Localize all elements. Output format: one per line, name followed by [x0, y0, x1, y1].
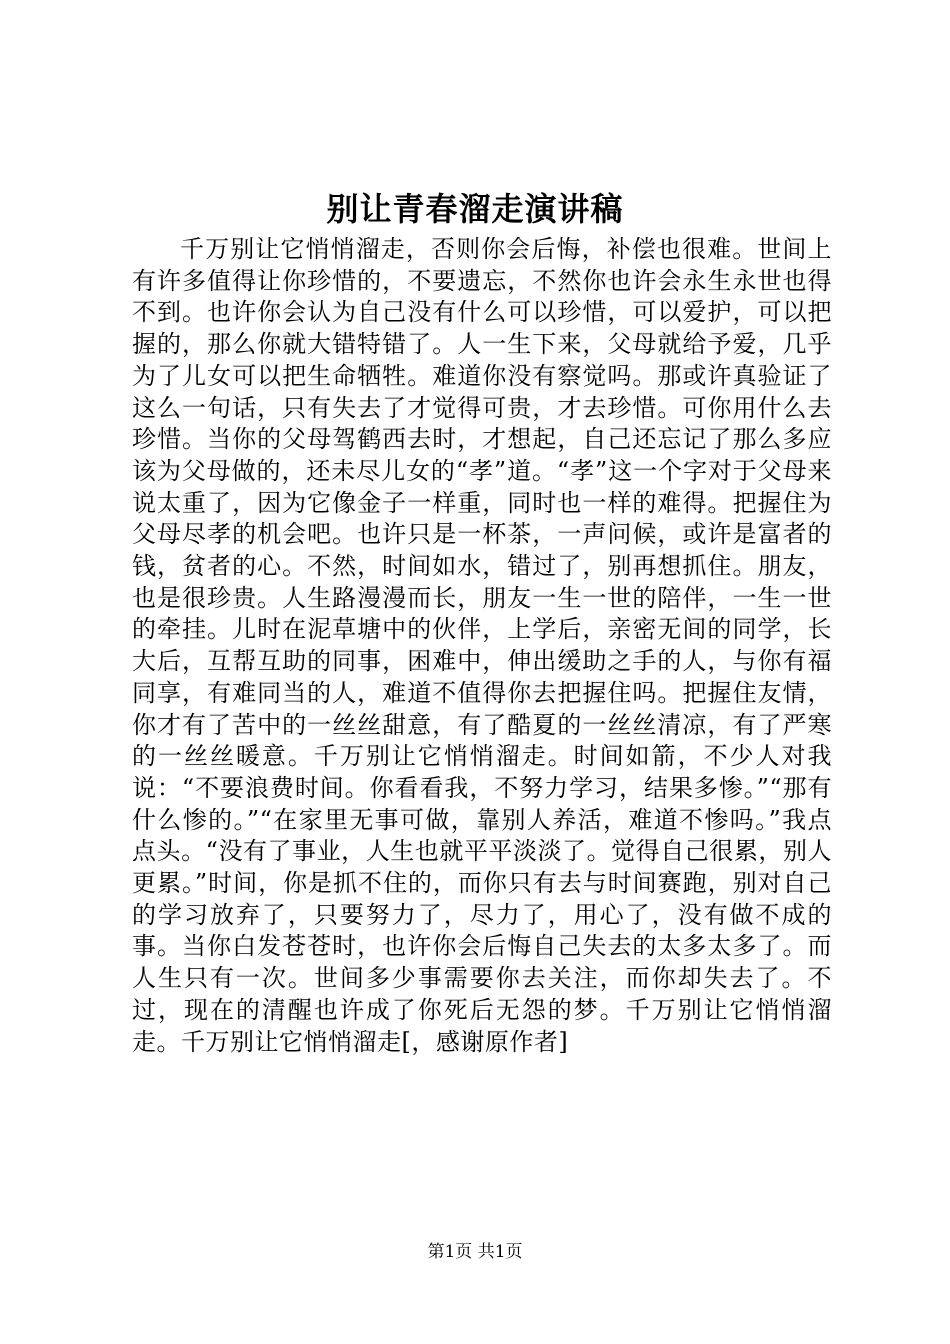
document-body: 千万别让它悄悄溜走，否则你会后悔，补偿也很难。世间上有许多值得让你珍惜的，不要遗忘，不然你也许会永生永世也得不到。也许你会认为自己没有什么可以珍惜，可以爱护，可以把握的，那么你就大错特错了。人一生下来，父母就给予爱，几乎为了儿女可以把生命牺牲。难道你没有察觉吗。那或许真验证了这么一句话，只有失去了才觉得可贵，才去珍惜。可你用什么去珍惜。当你的父母驾鹤西去时，才想起，自己还忘记了那么多应该为父母做的，还未尽儿女的“孝”道。“孝”这一个字对于父母来说太重了，因为它像金子一样重，同时也一样的难得。把握住为父母尽孝的机会吧。也许只是一杯茶，一声问候，或许是富者的钱，贫者的心。不然，时间如水，错过了，别再想抓住。朋友，也是很珍贵。人生路漫漫而长，朋友一生一世的陪伴，一生一世的牵挂。儿时在泥草塘中的伙伴，上学后，亲密无间的同学，长大后，互帮互助的同事，困难中，伸出缓助之手的人，与你有福同享，有难同当的人，难道不值得你去把握住吗。把握住友情，你才有了苦中的一丝丝甜意，有了酷夏的一丝丝清凉，有了严寒的一丝丝暖意。千万别让它悄悄溜走。时间如箭，不少人对我说：“不要浪费时间。你看看我，不努力学习，结果多惨。”“那有什么惨的。”“在家里无事可做，靠别人养活，难道不惨吗。”我点点头。“没有了事业，人生也就平平淡淡了。觉得自己很累，别人更累。”时间，你是抓不住的，而你只有去与时间赛跑，别对自己的学习放弃了，只要努力了，尽力了，用心了，没有做不成的事。当你白发苍苍时，也许你会后悔自己失去的太多太多了。而人生只有一次。世间多少事需要你去关注，而你却失去了。不过，现在的清醒也许成了你死后无怨的梦。千万别让它悄悄溜走。千万别让它悄悄溜走[，感谢原作者] — [132, 235, 832, 1056]
document-title: 别让青春溜走演讲稿 — [326, 190, 624, 228]
page-number-footer: 第1页 共1页 — [427, 1242, 523, 1262]
